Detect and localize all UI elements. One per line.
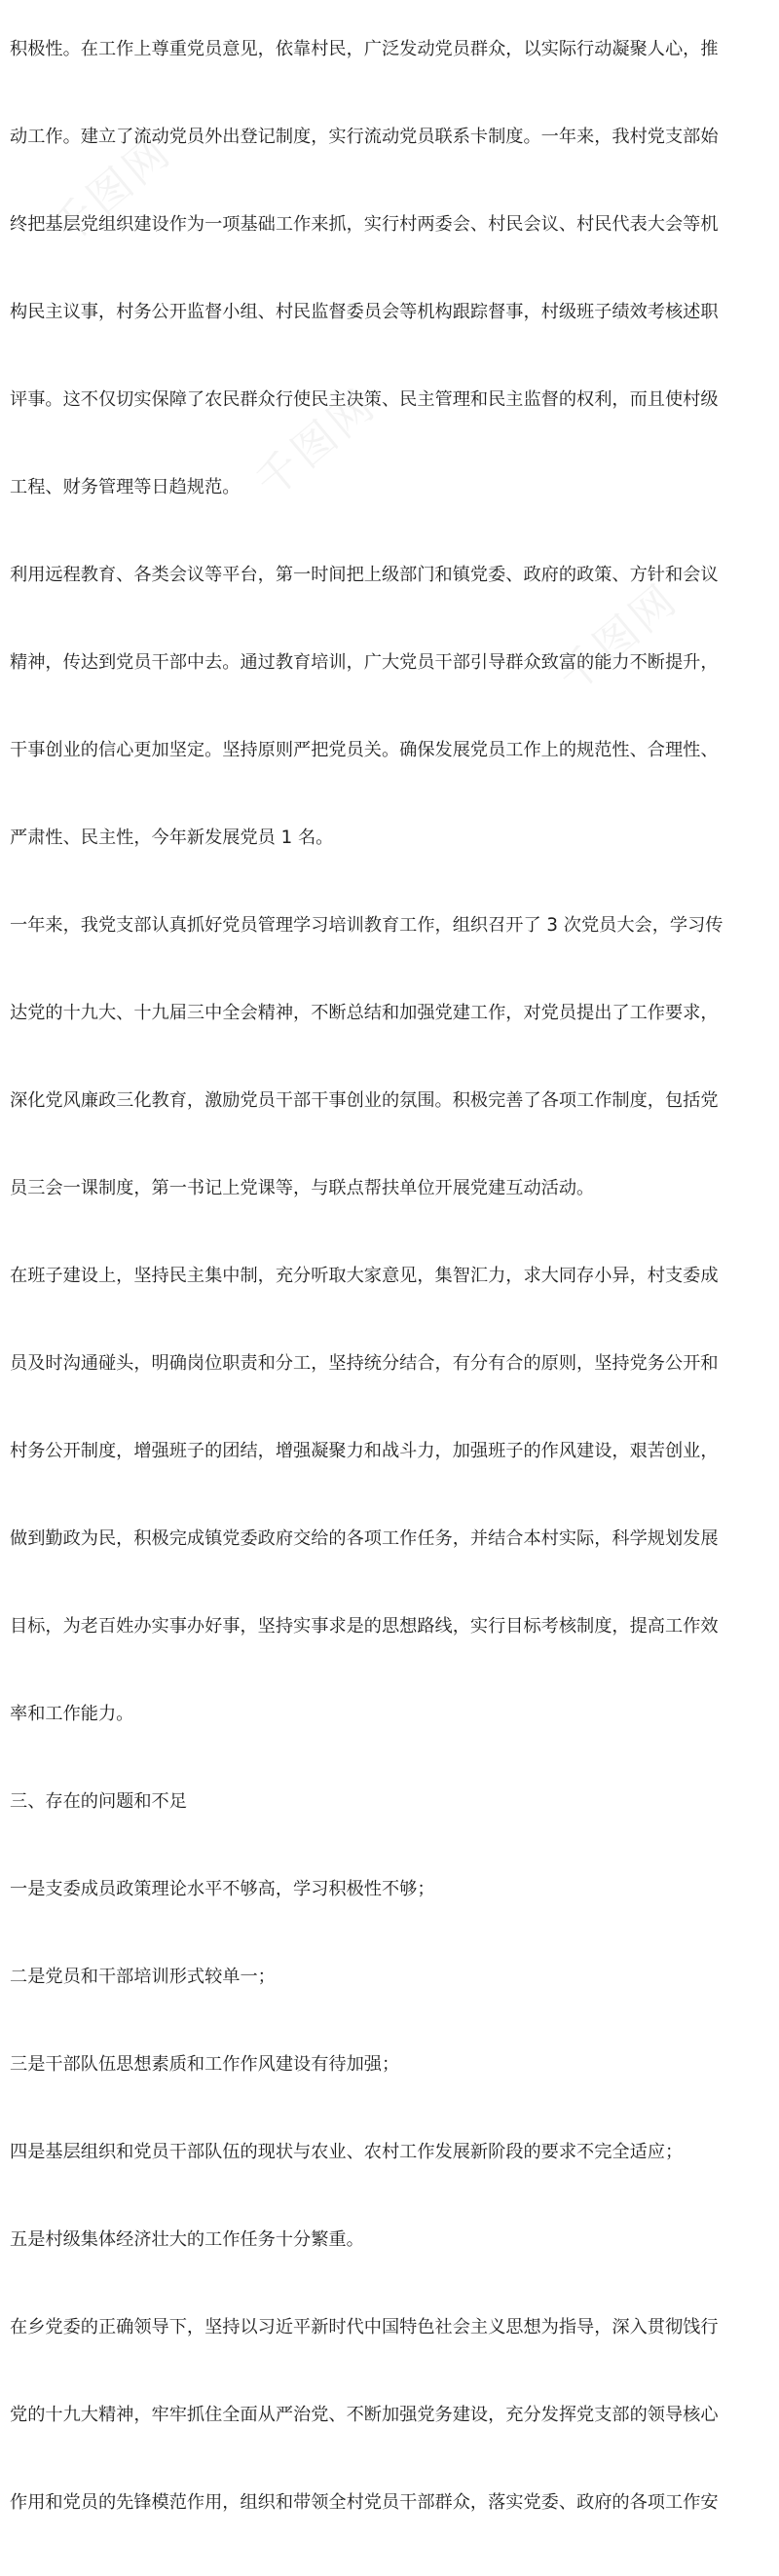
text-line: 构民主议事，村务公开监督小组、村民监督委员会等机构跟踪督事，村级班子绩效考核述职: [10, 302, 719, 322]
text-line: 终把基层党组织建设作为一项基础工作来抓，实行村两委会、村民会议、村民代表大会等机: [10, 214, 719, 235]
text-line: 在班子建设上，坚持民主集中制，充分听取大家意见，集智汇力，求大同存小异，村支委成: [10, 1266, 719, 1286]
text-line: 员三会一课制度，第一书记上党课等，与联点帮扶单位开展党建互动活动。: [10, 1178, 595, 1198]
text-line: 评事。这不仅切实保障了农民群众行使民主决策、民主管理和民主监督的权利，而且使村级: [10, 389, 719, 410]
list-item: 三是干部队伍思想素质和工作作风建设有待加强；: [10, 2054, 400, 2075]
watermark: 千图网: [42, 126, 182, 255]
text-line: 干事创业的信心更加坚定。坚持原则严把党员关。确保发展党员工作上的规范性、合理性、: [10, 740, 719, 760]
text-line: 作用和党员的先锋模范作用，组织和带领全村党员干部群众，落实党委、政府的各项工作安: [10, 2492, 719, 2513]
text-line: 员及时沟通碰头，明确岗位职责和分工，坚持统分结合，有分有合的原则，坚持党务公开和: [10, 1353, 719, 1374]
text-line: 一年来，我党支部认真抓好党员管理学习培训教育工作，组织召开了 3 次党员大会，学习传: [10, 915, 723, 936]
text-line: 动工作。建立了流动党员外出登记制度，实行流动党员联系卡制度。一年来，我村党支部始: [10, 127, 719, 147]
text-line: 党的十九大精神，牢牢抓住全面从严治党、不断加强党务建设，充分发挥党支部的领导核心: [10, 2405, 719, 2425]
list-item: 五是村级集体经济壮大的工作任务十分繁重。: [10, 2229, 364, 2250]
text-line: 村务公开制度，增强班子的团结，增强凝聚力和战斗力，加强班子的作风建设，艰苦创业，: [10, 1441, 719, 1461]
watermark: 千图网: [246, 379, 387, 508]
watermark: 千图网: [548, 573, 688, 703]
text-line: 目标，为老百姓办实事办好事，坚持实事求是的思想路线，实行目标考核制度，提高工作效: [10, 1616, 719, 1637]
text-line: 率和工作能力。: [10, 1704, 134, 1724]
text-line: 在乡党委的正确领导下，坚持以习近平新时代中国特色社会主义思想为指导，深入贯彻饯行: [10, 2317, 719, 2337]
text-line: 达党的十九大、十九届三中全会精神，不断总结和加强党建工作，对党员提出了工作要求，: [10, 1003, 719, 1023]
text-line: 严肃性、民主性，今年新发展党员 1 名。: [10, 828, 334, 848]
text-line: 深化党风廉政三化教育，激励党员干部干事创业的氛围。积极完善了各项工作制度，包括党: [10, 1090, 719, 1111]
list-item: 四是基层组织和党员干部队伍的现状与农业、农村工作发展新阶段的要求不完全适应；: [10, 2142, 684, 2162]
list-item: 二是党员和干部培训形式较单一；: [10, 1967, 276, 1987]
text-line: 利用远程教育、各类会议等平台，第一时间把上级部门和镇党委、政府的政策、方针和会议: [10, 565, 719, 585]
document-text: [10, 0, 769, 2576]
text-line: 做到勤政为民，积极完成镇党委政府交给的各项工作任务，并结合本村实际，科学规划发展: [10, 1528, 719, 1549]
text-line: 积极性。在工作上尊重党员意见，依靠村民，广泛发动党员群众，以实际行动凝聚人心，推: [10, 39, 719, 59]
text-line: 精神，传达到党员干部中去。通过教育培训，广大党员干部引导群众致富的能力不断提升，: [10, 652, 719, 673]
section-heading: 三、存在的问题和不足: [10, 1791, 187, 1812]
text-line: 工程、财务管理等日趋规范。: [10, 477, 241, 497]
list-item: 一是支委成员政策理论水平不够高，学习积极性不够；: [10, 1879, 435, 1899]
